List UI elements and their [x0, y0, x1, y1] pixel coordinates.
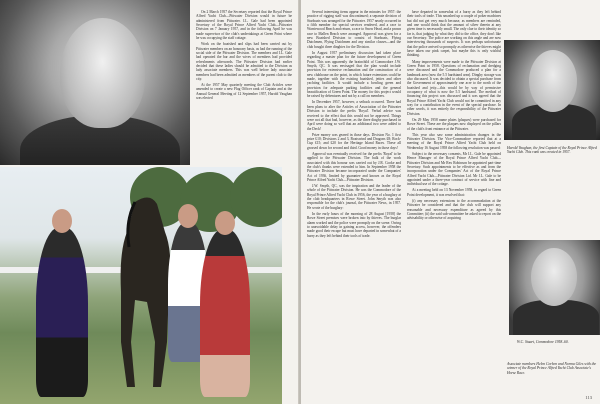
- head: [178, 204, 198, 228]
- harold-vaughan-caption: Harold Vaughan, the first Captain of the Royal Prince Alfred Yacht Club. This rank was created in 1957.: [507, 146, 597, 155]
- wc-stuart-photo: [509, 240, 600, 335]
- woman-in-red-skirt: [200, 229, 250, 397]
- woman-in-dark-coat: [36, 227, 88, 397]
- commodore-portrait-photo: [0, 0, 190, 165]
- right-paragraph: J.W. Smyth, QC, was the inspiration and the leader of the whole of the Pittwater Division. He was the Commodore of the Royal Prince Alfred Yacht Club in 1956, the year of a burglary at the club headquarters in Rowe Street. John Smyth was also responsible for the club's journal, the Pittwater News, in 1957. He wrote of the burglary:: [307, 184, 401, 210]
- portrait-face: [60, 18, 145, 128]
- right-page-text-column-2: [407, 10, 501, 222]
- wc-stuart-caption: W.C. Stuart, Commodore 1958–60.: [517, 340, 569, 344]
- right-paragraph: On 29 May 1958 name plates (plaques) were purchased for Rowe Street. These are the plaques now displayed on the pillars of the club's front entrance at the Pittwater.: [407, 117, 501, 131]
- right-page-text-column-1: [307, 10, 401, 240]
- right-paragraph: Prize money was geared in those days. Division No. 1 first prize £10; Divisions 2 and 3, Boatswind and Dragons £8; Rock-Cup £15; and £20 for the Heritage Island Races. These all grossed down for second and third. Good money in those days!: [307, 132, 401, 150]
- face: [531, 248, 577, 306]
- associate-members-caption: Associate members Helen Corben and Norma Giles with the winner of the Royal Prince Alfred Yacht Club Associate's Horse Race.: [507, 362, 597, 375]
- right-paragraph: This year also saw some administration changes in the Pittwater Division. The Vice-Commodore reported that at a meeting of the Royal Prince Alfred Yacht Club held on Wednesday 16 August 1958 the following resolution was passed:: [407, 132, 501, 150]
- right-paragraph: In December 1957, however, a setback occurred. There had been plans to alter the Articles of Association of the Pittwater Division to include the prefix 'Royal'. Verbal advice was received to the effect that this would not be approved. Things were not all that bad, however, as the three dinghy purchased in April were doing so well that an additional two were added to the Deck!: [307, 100, 401, 131]
- tree: [230, 167, 282, 227]
- head: [52, 209, 72, 233]
- right-paragraph: In the early hours of the morning of 28 August [1958] the Rowe Street premises were broken into by thieves. The burglar alarm worked and the police were promptly on the scene. Owing to unavoidable delay in gaining access, however, the offenders made good their escape but must have departed in somewhat of a hurry as they left behind their tools of trade.: [307, 211, 401, 238]
- right-paragraph: Subject to the necessary consents, Mr I.L. Gale be appointed Hence Manager of the Royal Prince Alfred Yacht Club—Pittwater Division and Mr Rex Robinson be appointed part-time Secretary. Such appointments to be effective as and from the incorporation under the Companies' Act of the Royal Prince Alfred Yacht Club—Pittwater Division Ltd. Mr I.L. Gale to be appointed under a three-year contract of service with fine and individual use of the cottage.: [407, 151, 501, 187]
- right-paragraph: Many improvements were made to the Pittwater Division at Green Point in 1958. Questions of reclamation and dredging were discussed and the Commodore produced a plan for a landmark area (now the 5.5 hardstand area). Dinghy storage was also discussed. It was decided to obtain a special purchase from the Government of approximately one acre to the north of the boatshed and jetty—this would be by way of permissive occupancy of what is now the 5.5 hardstand. The method of financing this project was discussed and it was agreed that the Royal Prince Alfred Yacht Club would not be committed in any way for a contribution in the event of the special purchase. In other words, it was entirely the responsibility of the Pittwater Division.: [407, 59, 501, 116]
- associate-members-horse-photo: [0, 167, 282, 404]
- head: [215, 211, 235, 235]
- right-paragraph: Several interesting items appear in the minutes for 1957: the practice of rigging staff was discontinued; a separate division of Starboats was arranged for the Pittwater. 1957 nearly occurred in a fifth member for special services rendered, and a race to Warriewood Beach and return, a race to Snow Head, and a prawn race to Mallen Beach were arranged. Approval was given for a new Boatshed Division to consist of Starboats, Flying Dutchmen, Flying Dutchmen and any similar classes—and the club bought three dinghies for the Division.: [307, 10, 402, 49]
- left-page: [0, 0, 299, 404]
- left-page-text-column: [196, 10, 292, 102]
- right-paragraph: Approval was eventually received for the prefix 'Royal' to be applied to the Pittwater Division. The bulk of the work associated with this honour was carried out by J.R. Cooke and the club's thanks were extended to him. In September 1958 the Pittwater Division became incorporated under the Companies' Act of 1936, limited by guarantee and known as the Royal Prince Alfred Yacht Club—Pittwater Division.: [307, 151, 401, 182]
- right-paragraph: At a meeting held on 13 November 1958, in regard to Green Point development, it was resolved that:: [407, 188, 501, 197]
- right-paragraph: have departed in somewhat of a hurry as they left behind their tools of trade. This smashed up a couple of poker machines but did not get very much because, as members are reminded, and one would think that the amount of silver therein at any given time is necessarily small. The only clue to their identity so far is, that judging by what they did to the office, they don't like our Secretary. The police are working on this angle and are now interviewing thousands of suspects. It was perhaps unfortunate that the police arrived so promptly as otherwise the thieves might have taken our pink carpet, but maybe this is only wishful thinking.: [407, 10, 502, 58]
- harold-vaughan-photo: [504, 40, 600, 140]
- right-paragraph: In August 1957 preliminary discussion had taken place regarding a master plan for the future development of Green Point. This was apparently the brainchild of Commodore J.W. Smyth, QC. It was envisaged that the plan would include provision for extensive reclamation and the construction of a new clubhouse on the point, in which future extensions could be made, together with the existing boatshed, jetties and other yachting facilities. It would include a bowling green and provision for adequate parking facilities and the general beautification of Green Point. The money for this project would be raised by debentures and not by a call on members.: [307, 50, 401, 99]
- face: [529, 50, 577, 112]
- right-page: [301, 0, 600, 404]
- left-paragraph: On 2 March 1957 the Secretary reported that the Royal Prince Alfred Yacht Club—Pittwater Division would in future be administered from Pittwater. I.L. Gale had been appointed Secretary of the Royal Prince Alfred Yacht Club—Pittwater Division on 7 January 1957, and in the following April he was made supervisor of the club's undertakings at Green Point where he was occupying the staff cottage.: [196, 10, 292, 41]
- page-number: 113: [585, 395, 592, 400]
- left-paragraph: Work on the boatshed and slips had been carried out by Pittwater members on an honorary basis, as had the running of the social side of the Pittwater Division. The members and I.L. Gale had operated the bar and the wives of members had provided refreshments afterwards. The Pittwater Division had earlier decided that these ladies should be admitted to the Division as lady associate members. This was well before lady associate members had been admitted as members of the parent club to the city.: [196, 42, 292, 81]
- right-paragraph: (i) any necessary extensions to the accommodation at the Pittwater be considered and that the club will support any reasonable and necessary expenditure as agreed by this Committee; (ii) the said sub-committee be asked to report on the advisability or otherwise of acquiring: [407, 198, 501, 221]
- left-paragraph: At the 1957 May quarterly meeting the Club Articles were amended to create a new Flag Officer rank of Captain and at the Annual General Meeting of 12 September 1957, Harold Vaughan was elected: [196, 83, 292, 101]
